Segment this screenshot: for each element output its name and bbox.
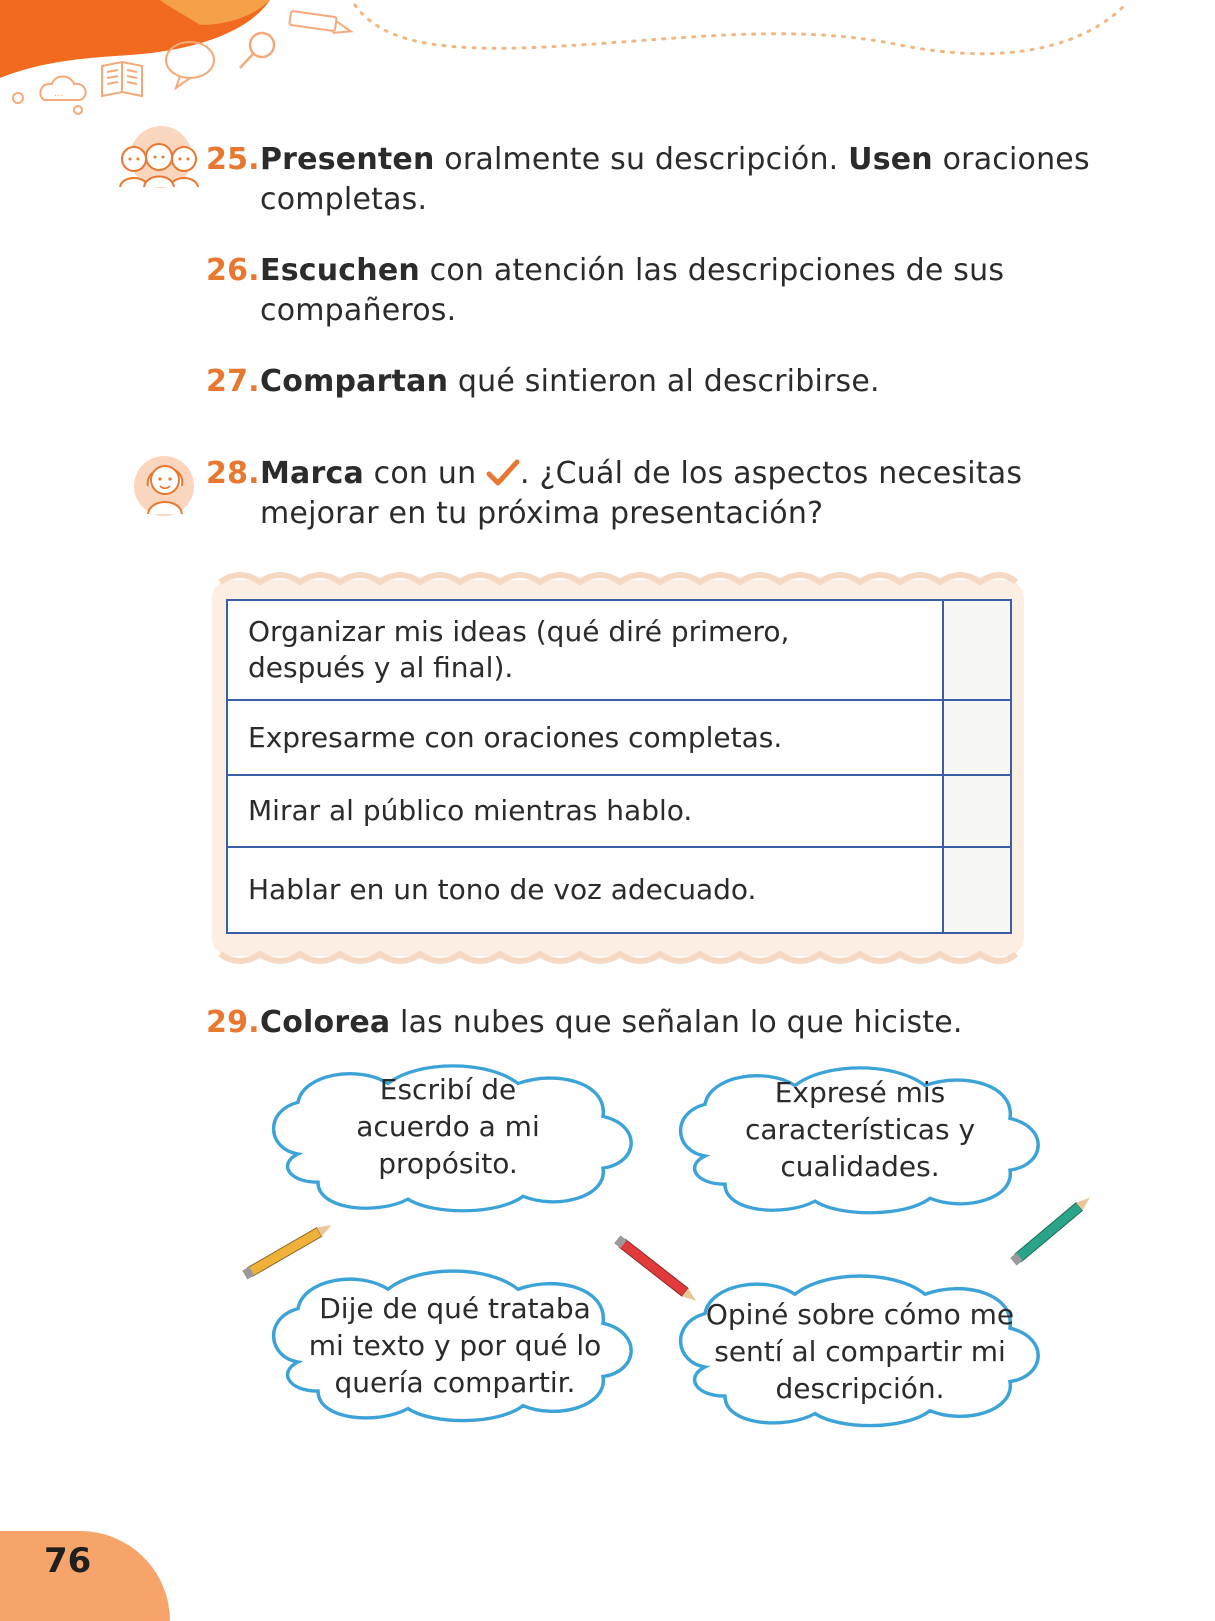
aspect-label: Organizar mis ideas (qué diré primero, después y al final). bbox=[227, 600, 943, 700]
check-box[interactable] bbox=[943, 775, 1011, 847]
aspect-label: Expresarme con oraciones completas. bbox=[227, 700, 943, 775]
table-row bbox=[227, 600, 1011, 700]
check-box[interactable] bbox=[943, 700, 1011, 775]
table-row bbox=[227, 700, 1011, 775]
cloud-4-text: Opiné sobre cómo me sentí al compartir mi descripción. bbox=[705, 1298, 1015, 1405]
pencil-icon bbox=[289, 11, 352, 35]
activity-28: 28.Marca con un . ¿Cuál de los aspectos necesitas mejorar en tu próxima presentación? bbox=[206, 456, 1023, 531]
activity-27: 27.Compartan qué sintieron al describirse. bbox=[206, 364, 880, 399]
colored-pencil-icon bbox=[614, 1235, 699, 1304]
magnifier-icon bbox=[240, 33, 274, 68]
activity-26: 26.Escuchen con atención las descripciones de sus compañeros. bbox=[206, 253, 1005, 328]
page-number-tab bbox=[0, 1531, 170, 1621]
colored-pencil-icon bbox=[242, 1221, 334, 1280]
aspect-label: Hablar en un tono de voz adecuado. bbox=[227, 847, 943, 933]
svg-text:...: ... bbox=[54, 88, 64, 99]
check-box[interactable] bbox=[943, 600, 1011, 700]
activity-25: 25.Presenten oralmente su descripción. Usen oraciones completas. bbox=[206, 142, 1090, 217]
check-box[interactable] bbox=[943, 847, 1011, 933]
cloud-1-text: Escribí de acuerdo a mi propósito. bbox=[356, 1073, 540, 1180]
activity-29: 29.Colorea las nubes que señalan lo que hiciste. bbox=[206, 1005, 963, 1040]
book-icon bbox=[102, 62, 142, 96]
thought-cloud-icon bbox=[13, 77, 86, 115]
header-decoration bbox=[0, 0, 1215, 140]
cloud-3-text: Dije de qué trataba mi texto y por qué lo quería compartir. bbox=[308, 1292, 602, 1399]
aspect-label: Mirar al público mientras hablo. bbox=[227, 775, 943, 847]
table-row bbox=[227, 847, 1011, 933]
cloud-2-text: Expresé mis características y cualidades. bbox=[744, 1076, 976, 1183]
student-icon bbox=[136, 450, 194, 518]
group-icon bbox=[114, 135, 204, 191]
self-assessment-table bbox=[226, 599, 1012, 934]
clouds-layer bbox=[0, 1060, 1215, 1480]
page-number: 76 bbox=[44, 1541, 92, 1581]
colored-pencil-icon bbox=[1010, 1194, 1093, 1266]
checkmark-icon bbox=[486, 459, 520, 487]
table-row bbox=[227, 775, 1011, 847]
